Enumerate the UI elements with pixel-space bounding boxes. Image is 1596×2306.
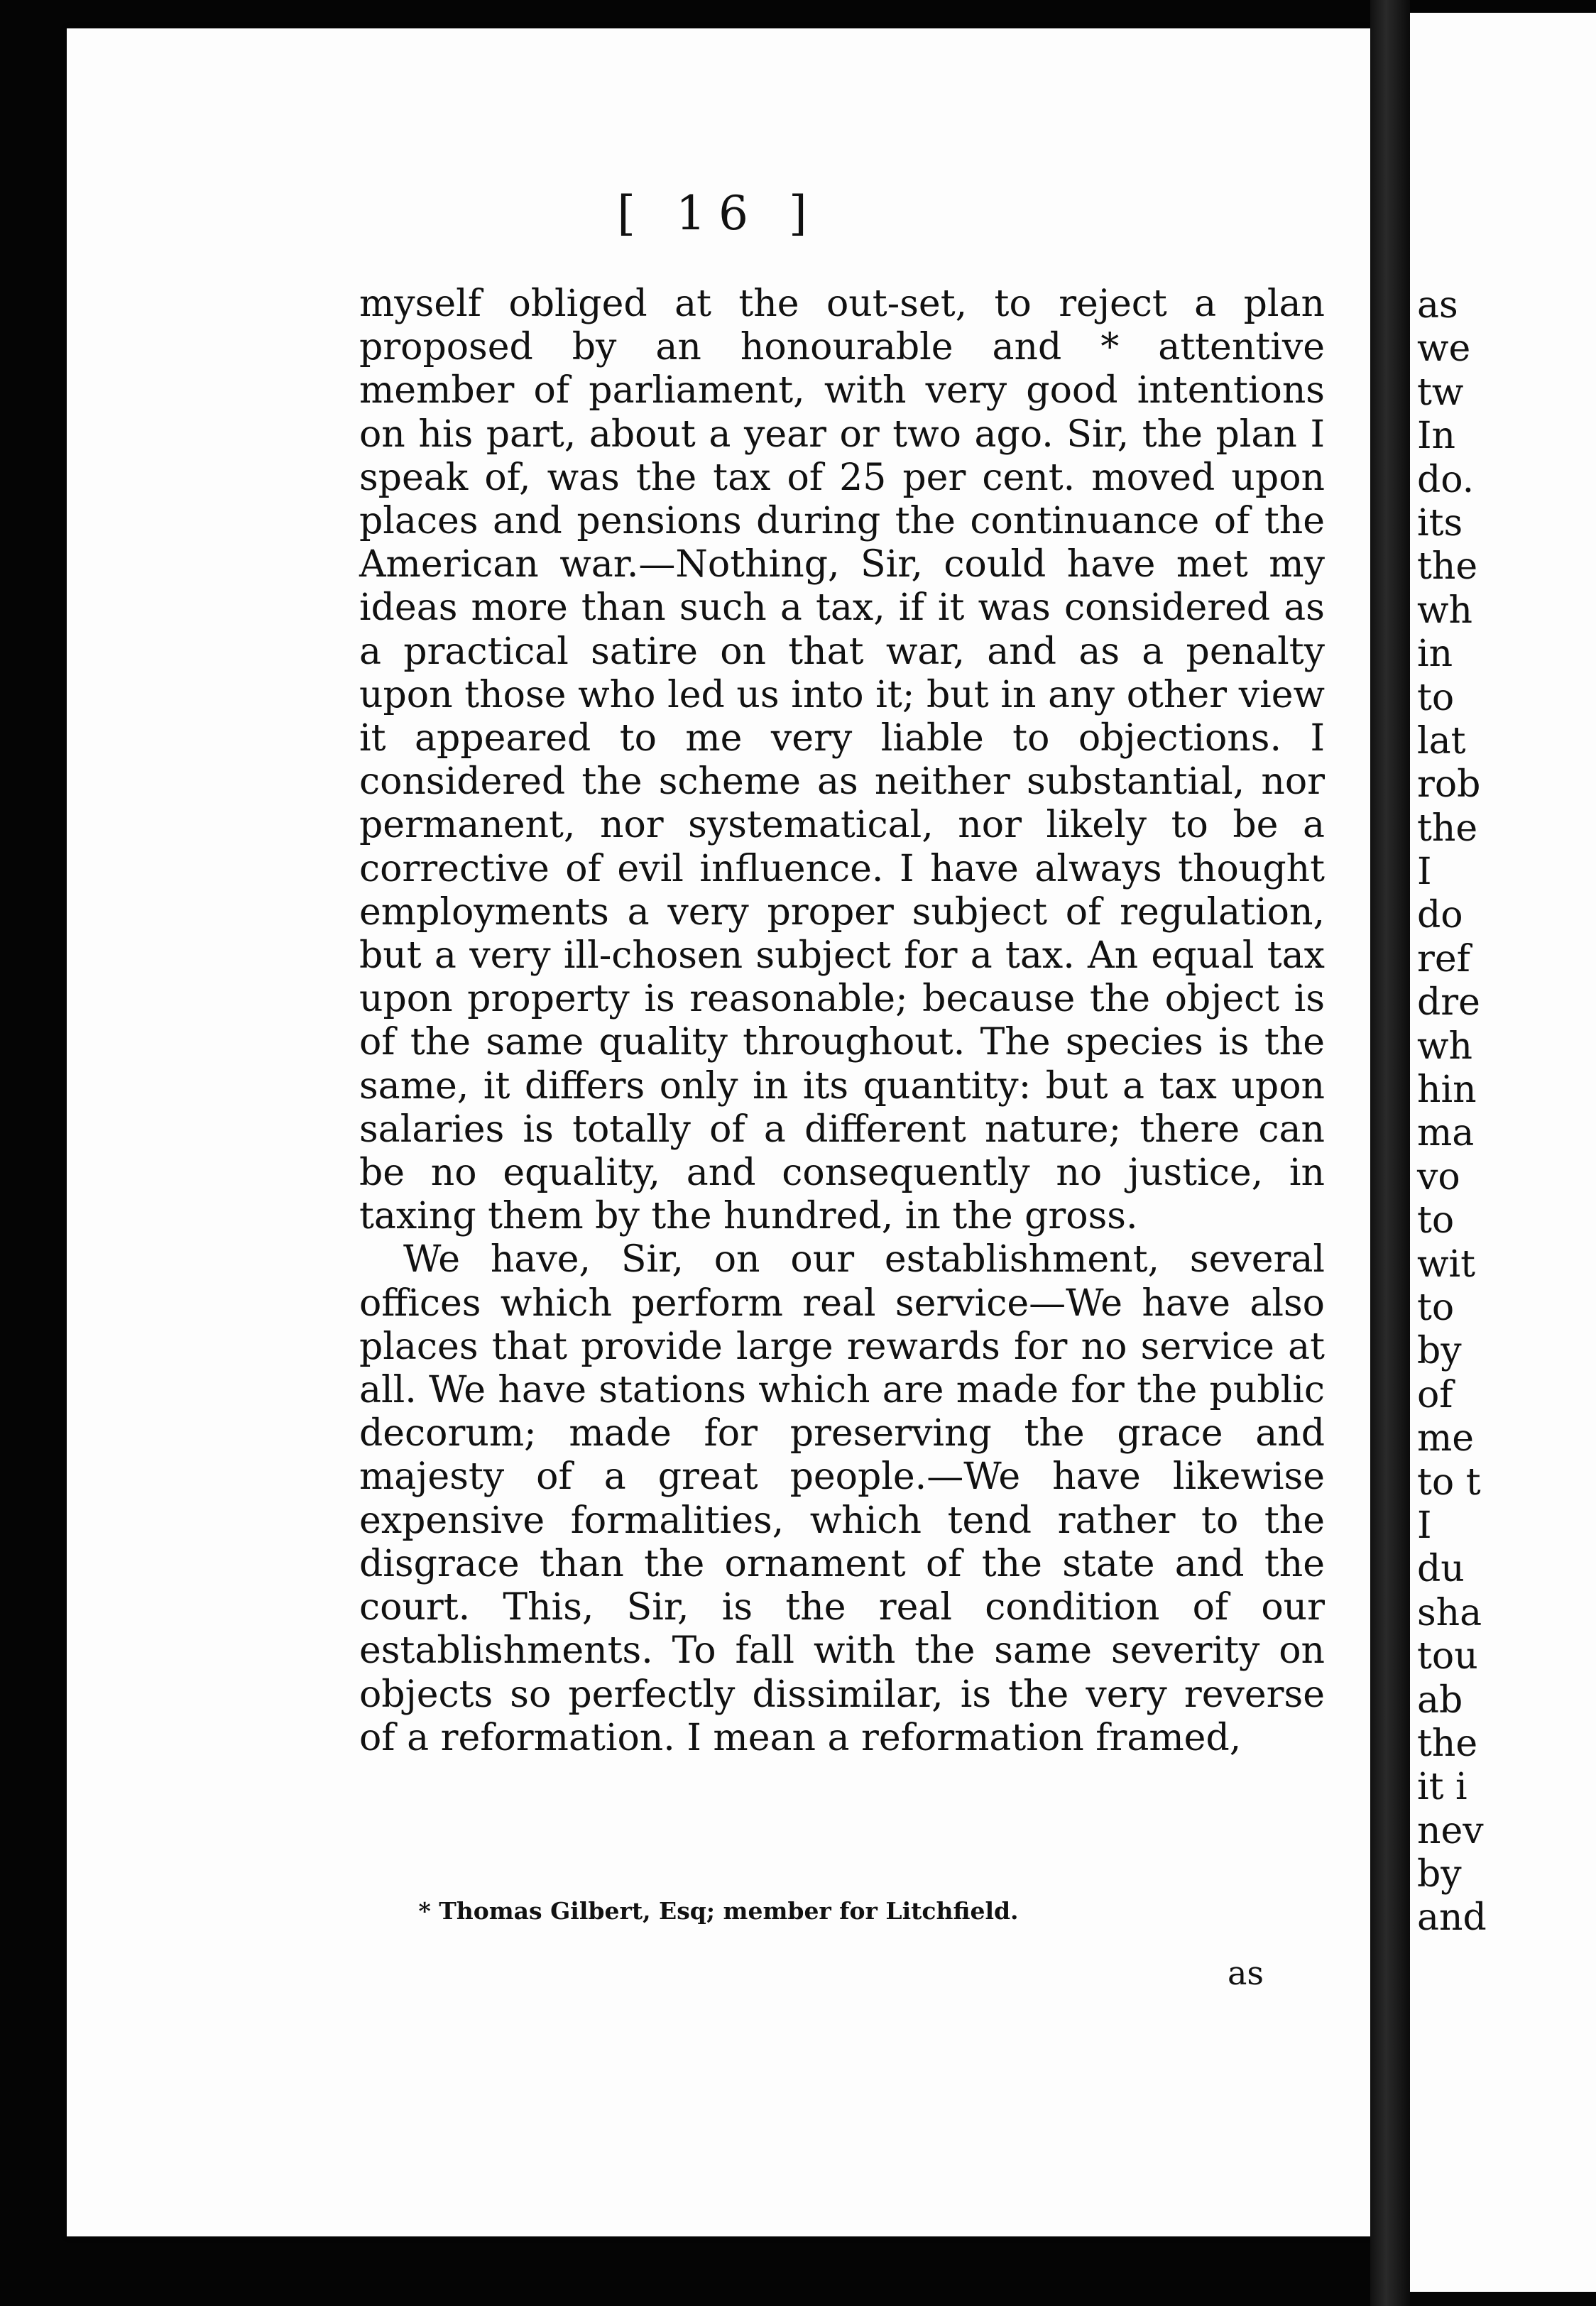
right-page-line: by [1417, 1330, 1462, 1373]
page-number: [ 16 ] [617, 186, 820, 241]
right-page-line: lat [1417, 719, 1466, 763]
right-page-line: to [1417, 1286, 1455, 1329]
right-page-line: I [1417, 1504, 1432, 1547]
right-page-line: and [1417, 1896, 1487, 1940]
paragraph-2: We have, Sir, on our establishment, several offices which perform real service—We have also places that provide large rewards for no service at all. We have stations which are made for the public decorum; made for preserving the grace and majesty of a great people.—We have likewise expensive formalities, which tend rather to the disgrace than the ornament of the state and the court. This, Sir, is the real condition of our establishments. To fall with the same severity on objects so perfectly dissimilar, is the very reverse of a reformation. I mean a reformation framed, [359, 1238, 1325, 1759]
right-page-line: to [1417, 1199, 1455, 1242]
right-page-line: it i [1417, 1766, 1467, 1809]
right-page-line: me [1417, 1417, 1475, 1460]
right-page-line: we [1417, 327, 1471, 371]
right-page-line: tw [1417, 371, 1464, 414]
right-page-line: ab [1417, 1678, 1463, 1722]
right-page-line: do. [1417, 458, 1475, 501]
right-page-line: wh [1417, 589, 1472, 632]
right-page-line: ma [1417, 1112, 1475, 1155]
left-page [67, 28, 1370, 2236]
footnote: * Thomas Gilbert, Esq; member for Litchfield. [418, 1897, 1019, 1925]
book-gutter [1370, 0, 1410, 2306]
right-page-line: to t [1417, 1460, 1481, 1504]
right-page-fragments [1417, 284, 1596, 1940]
right-page-line: the [1417, 807, 1478, 850]
catchword: as [1227, 1954, 1264, 1992]
right-page-line: I [1417, 851, 1432, 894]
right-page-line: tou [1417, 1635, 1478, 1678]
right-page-line: do [1417, 894, 1463, 937]
body-text [359, 283, 1325, 1760]
right-page-line: ref [1417, 937, 1470, 980]
right-page-edge [1410, 13, 1596, 2292]
right-page-line: by [1417, 1853, 1462, 1896]
right-page-line: In [1417, 415, 1456, 458]
right-page-line: nev [1417, 1809, 1484, 1852]
right-page-line: sha [1417, 1591, 1482, 1634]
right-page-line: vo [1417, 1155, 1460, 1198]
right-page-line: rob [1417, 763, 1481, 807]
right-page-line: wit [1417, 1242, 1476, 1286]
right-page-line: in [1417, 633, 1453, 676]
right-page-line: to [1417, 676, 1455, 719]
right-page-line: the [1417, 1722, 1478, 1765]
right-page-line: its [1417, 501, 1463, 545]
right-page-line: wh [1417, 1024, 1472, 1068]
right-page-line: as [1417, 284, 1458, 327]
right-page-line: the [1417, 545, 1478, 589]
paragraph-1: myself obliged at the out-set, to reject a plan proposed by an honourable and * attentive member of parliament, with very good intentions on his part, about a year or two ago. Sir, the plan I speak of, was the tax of 25 per cent. moved upon places and pensions during the continuance of the American war.—Nothing, Sir, could have met my ideas more than such a tax, if it was considered as a practical satire on that war, and as a penalty upon those who led us into it; but in any other view it appeared to me very liable to objections. I considered the scheme as neither substantial, nor permanent, nor systematical, nor likely to be a corrective of evil influence. I have always thought employments a very proper subject of regulation, but a very ill-chosen subject for a tax. An equal tax upon property is reasonable; because the object is of the same quality throughout. The species is the same, it differs only in its quantity: but a tax upon salaries is totally of a different nature; there can be no equality, and consequently no justice, in taxing them by the hundred, in the gross. [359, 283, 1325, 1238]
right-page-line: du [1417, 1548, 1465, 1591]
right-page-line: hin [1417, 1069, 1477, 1112]
right-page-line: dre [1417, 981, 1480, 1024]
right-page-line: of [1417, 1373, 1453, 1416]
